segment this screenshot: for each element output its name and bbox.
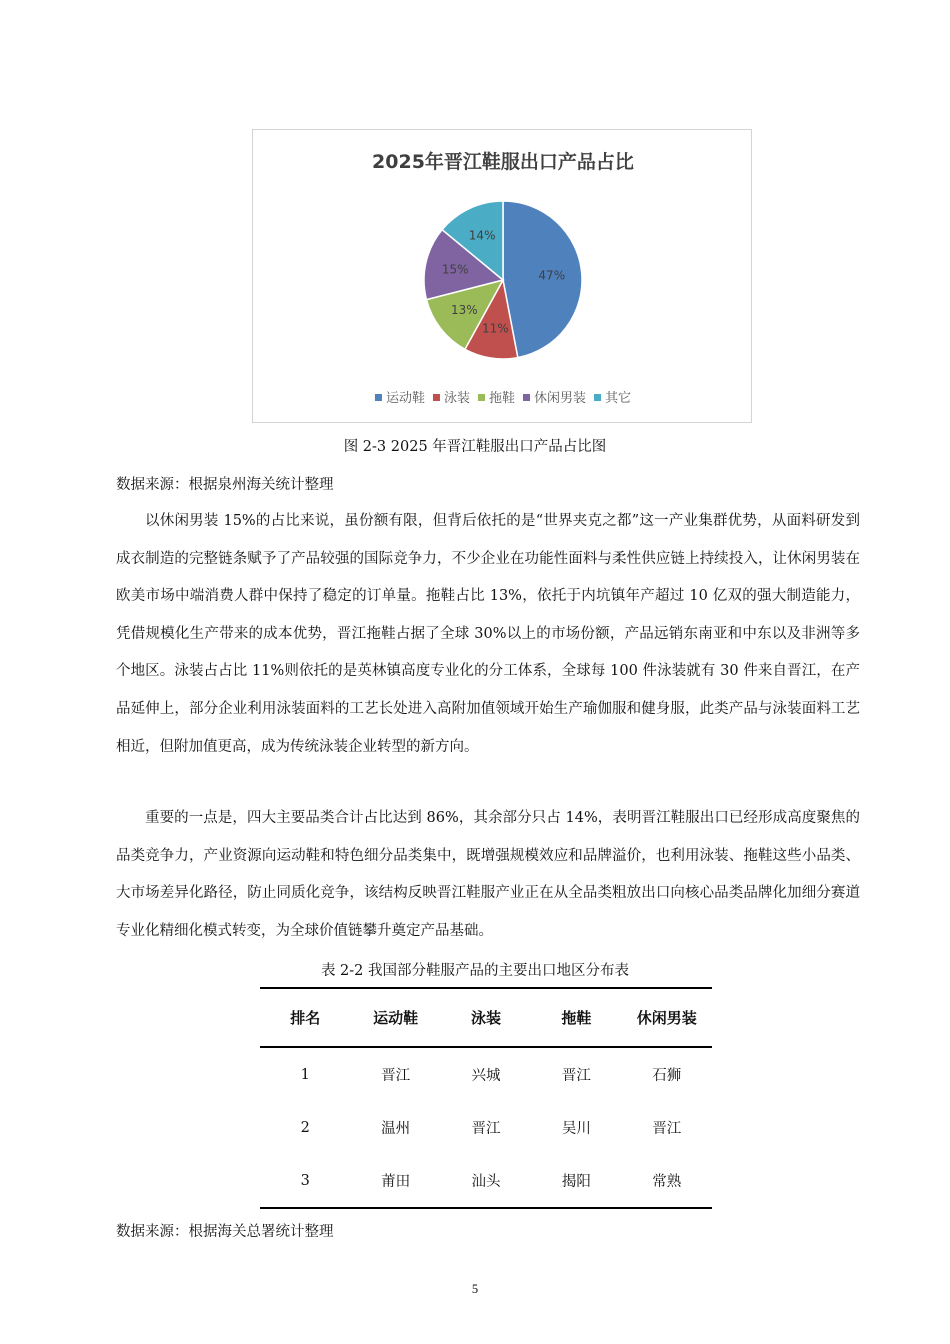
export-region-table <box>260 987 712 1209</box>
legend-item <box>375 390 425 406</box>
pie-data-label: 11% <box>482 321 509 336</box>
legend-swatch <box>523 394 530 401</box>
chart-legend <box>375 390 631 406</box>
pie-chart <box>253 130 753 424</box>
pie-data-label: 13% <box>450 303 478 318</box>
pie-data-label: 14% <box>468 228 496 243</box>
table-cell: 3 <box>260 1154 350 1208</box>
table-cell: 兴城 <box>471 1068 501 1084</box>
pie-data-label: 47% <box>538 268 566 283</box>
legend-label: 拖鞋 <box>488 391 516 406</box>
legend-label: 运动鞋 <box>385 391 425 406</box>
table-cell: 揭阳 <box>531 1154 621 1208</box>
legend-item <box>433 390 470 406</box>
table-cell: 晋江 <box>471 1121 501 1137</box>
legend-label: 其它 <box>605 391 632 406</box>
table-row <box>260 1101 712 1154</box>
table-row <box>260 1154 712 1208</box>
legend-item <box>478 390 515 406</box>
table-row <box>260 1047 712 1101</box>
header-swimwear: 泳装 <box>441 988 531 1047</box>
table-cell: 温州 <box>381 1121 411 1137</box>
table-cell: 晋江 <box>561 1068 591 1084</box>
table-cell: 晋江 <box>652 1121 682 1137</box>
header-rank: 排名 <box>260 988 350 1047</box>
header-sports-shoes: 运动鞋 <box>350 988 440 1047</box>
chart-title: 2025年晋江鞋服出口产品占比 <box>372 151 634 173</box>
table-header-row <box>260 988 712 1047</box>
figure-source: 数据来源：根据泉州海关统计整理 <box>116 477 334 493</box>
table-cell: 1 <box>300 1066 310 1083</box>
legend-swatch <box>433 394 440 401</box>
header-slippers: 拖鞋 <box>531 988 621 1047</box>
body-paragraph-2: 重要的一点是，四大主要品类合计占比达到 86%，其余部分只占 14%，表明晋江鞋服出口已经形成高度聚焦的品类竞争力，产业资源向运动鞋和特色细分品类集中，既增强规模效应和品牌溢价，也利用泳装、拖鞋这些小品类、大市场差异化路径，防止同质化竞争，该结构反映晋江鞋服产业正在从全品类粗放出口向核心品类品牌化加细分赛道专业化精细化模式转变，为全球价值链攀升奠定产品基础。 <box>116 810 860 939</box>
legend-swatch <box>375 394 382 401</box>
table-source: 数据来源：根据海关总署统计整理 <box>116 1224 334 1240</box>
legend-swatch <box>594 394 601 401</box>
page-number: 5 <box>471 1282 479 1296</box>
table-cell: 汕头 <box>441 1154 531 1208</box>
table-cell: 2 <box>300 1119 310 1136</box>
legend-item <box>594 390 631 406</box>
header-mens-casual: 休闲男装 <box>622 988 712 1047</box>
table-cell: 吴川 <box>561 1121 591 1137</box>
legend-swatch <box>478 394 485 401</box>
table-cell: 石狮 <box>652 1068 682 1084</box>
pie-chart-figure <box>252 129 752 423</box>
body-paragraph-1: 以休闲男装 15%的占比来说，虽份额有限，但背后依托的是“世界夹克之都”这一产业集群优势，从面料研发到成衣制造的完整链条赋予了产品较强的国际竞争力，不少企业在功能性面料与柔性供应链上持续投入，让休闲男装在欧美市场中端消费人群中保持了稳定的订单量。拖鞋占比 13%，依托于内坑镇年产超过 10 亿双的强大制造能力，凭借规模化生产带来的成本优势，晋江拖鞋占据了全球 30%以上的市场份额，产品远销东南亚和中东以及非洲等多个地区。泳装占占比 11%则依托的是英林镇高度专业化的分工体系，全球每 100 件泳装就有 30 件来自晋江，在产品延伸上，部分企业利用泳装面料的工艺长处进入高附加值领域开始生产瑜伽服和健身服，此类产品与泳装面料工艺相近，但附加值更高，成为传统泳装企业转型的新方向。 <box>116 513 860 755</box>
table-cell: 常熟 <box>622 1154 712 1208</box>
table-cell: 晋江 <box>381 1068 411 1084</box>
legend-label: 休闲男装 <box>534 391 587 406</box>
table-caption: 表 2-2 我国部分鞋服产品的主要出口地区分布表 <box>320 963 630 979</box>
pie-data-label: 15% <box>441 262 469 277</box>
legend-item <box>523 390 586 406</box>
legend-label: 泳装 <box>443 391 470 406</box>
figure-caption: 图 2-3 2025 年晋江鞋服出口产品占比图 <box>343 439 607 455</box>
table-cell: 莆田 <box>350 1154 440 1208</box>
